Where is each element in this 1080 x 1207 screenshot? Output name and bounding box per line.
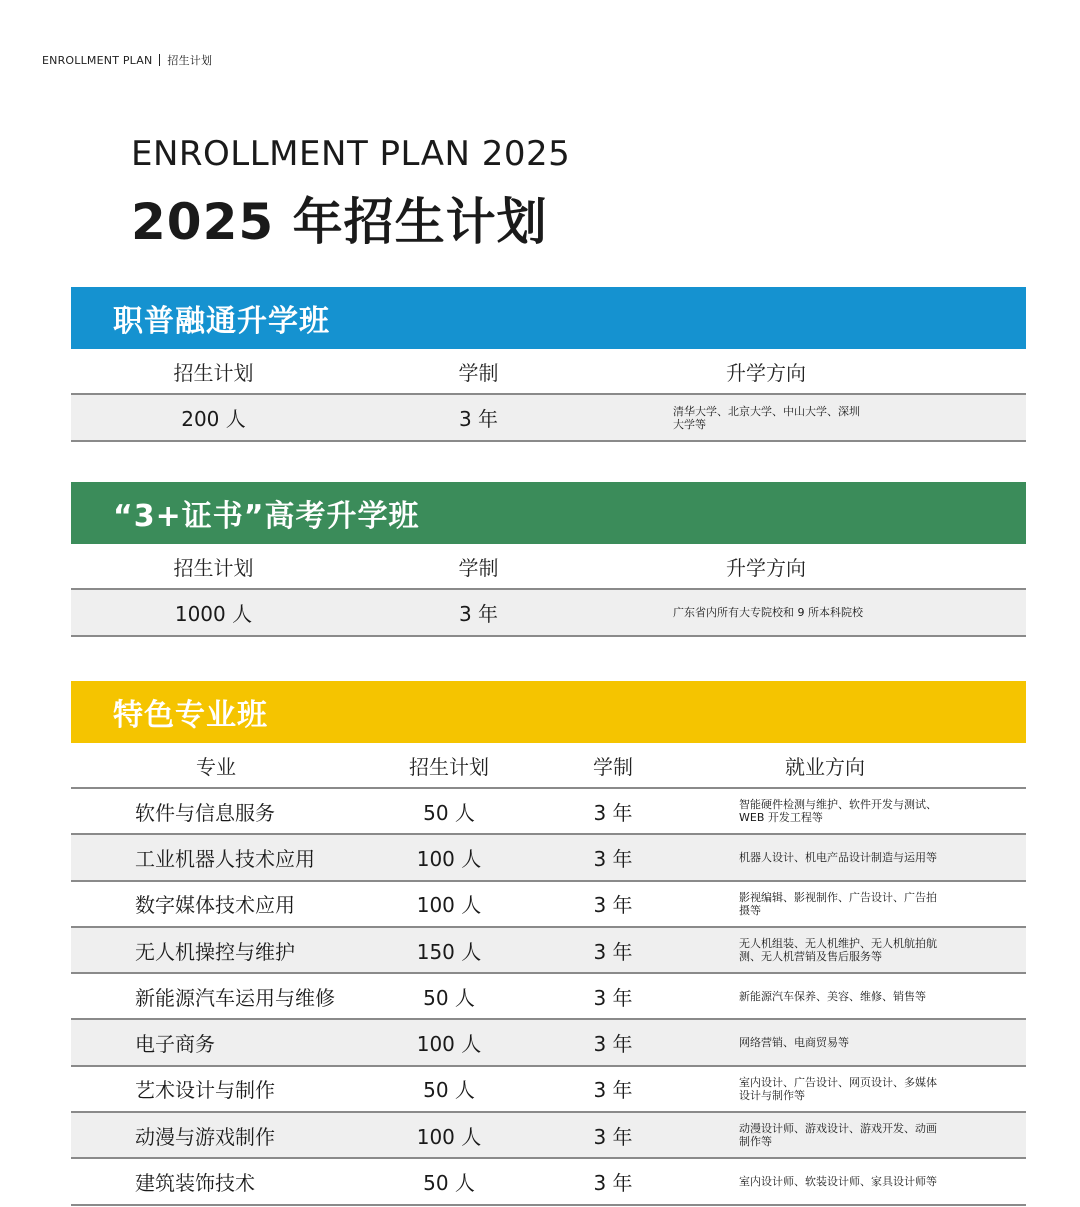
table-header <box>71 349 1026 395</box>
cell-major: 数字媒体技术应用 <box>135 893 295 918</box>
header-plan: 招生计划 <box>173 360 254 385</box>
cell-plan: 50 人 <box>423 1078 475 1103</box>
table-row <box>71 1159 1026 1205</box>
cell-major: 软件与信息服务 <box>135 800 275 825</box>
table-row <box>71 974 1026 1020</box>
title-english: ENROLLMENT PLAN 2025 <box>131 134 571 174</box>
top-header <box>42 52 212 68</box>
section-banner: 特色专业班 <box>71 681 1026 743</box>
majors-table-body <box>71 789 1026 1206</box>
cell-years: 3 年 <box>593 1078 633 1103</box>
cell-job: 室内设计、广告设计、网页设计、多媒体设计与制作等 <box>739 1075 937 1102</box>
cell-major: 无人机操控与维护 <box>135 939 295 964</box>
cell-major: 艺术设计与制作 <box>135 1078 275 1103</box>
cell-years: 3 年 <box>593 846 633 871</box>
cell-job: 机器人设计、机电产品设计制造与运用等 <box>739 850 937 864</box>
cell-plan: 150 人 <box>416 939 482 964</box>
section-label: 招生计划 <box>167 54 213 67</box>
table-row <box>71 789 1026 835</box>
header-years: 学制 <box>458 360 499 385</box>
brand-label: ENROLLMENT PLAN <box>42 53 153 67</box>
cell-plan: 100 人 <box>416 893 482 918</box>
cell-plan: 100 人 <box>416 1032 482 1057</box>
header-major: 专业 <box>196 754 236 779</box>
cell-major: 建筑装饰技术 <box>135 1171 255 1196</box>
cell-years: 3 年 <box>593 985 633 1010</box>
section-banner: 职普融通升学班 <box>71 287 1026 349</box>
table-row <box>71 1067 1026 1113</box>
cell-major: 新能源汽车运用与维修 <box>135 985 335 1010</box>
cell-plan: 100 人 <box>416 846 482 871</box>
cell-major: 电子商务 <box>135 1032 215 1057</box>
cell-job: 室内设计师、软装设计师、家具设计师等 <box>739 1175 937 1189</box>
cell-plan: 100 人 <box>416 1124 482 1149</box>
cell-job: 无人机组装、无人机维护、无人机航拍航测、无人机营销及售后服务等 <box>739 937 937 964</box>
cell-direction: 清华大学、北京大学、中山大学、深圳大学等 <box>673 404 860 431</box>
section-vocational <box>71 287 1026 442</box>
cell-years: 3 年 <box>458 602 499 626</box>
table-row <box>71 395 1026 442</box>
header-plan: 招生计划 <box>173 555 254 580</box>
table-row <box>71 928 1026 974</box>
cell-job: 影视编辑、影视制作、广告设计、广告拍摄等 <box>739 890 937 917</box>
cell-direction: 广东省内所有大专院校和 9 所本科院校 <box>673 606 863 619</box>
title-chinese: 2025 年招生计划 <box>131 193 548 251</box>
header-direction: 升学方向 <box>726 555 806 580</box>
cell-plan: 50 人 <box>423 985 475 1010</box>
cell-plan: 1000 人 <box>174 602 253 626</box>
cell-major: 工业机器人技术应用 <box>135 846 315 871</box>
divider <box>159 54 160 66</box>
section-gaokao <box>71 482 1026 637</box>
cell-plan: 50 人 <box>423 800 475 825</box>
header-plan: 招生计划 <box>409 754 489 779</box>
header-direction: 升学方向 <box>726 360 806 385</box>
table-header <box>71 743 1026 789</box>
table-row <box>71 590 1026 637</box>
table-row <box>71 1020 1026 1066</box>
cell-years: 3 年 <box>458 407 499 431</box>
header-years: 学制 <box>458 555 499 580</box>
cell-job: 网络营销、电商贸易等 <box>739 1036 849 1050</box>
table-row <box>71 835 1026 881</box>
cell-major: 动漫与游戏制作 <box>135 1124 275 1149</box>
table-row <box>71 1113 1026 1159</box>
header-job: 就业方向 <box>785 754 865 779</box>
cell-plan: 200 人 <box>181 407 246 431</box>
header-years: 学制 <box>593 754 633 779</box>
cell-years: 3 年 <box>593 800 633 825</box>
cell-years: 3 年 <box>593 1124 633 1149</box>
cell-years: 3 年 <box>593 1171 633 1196</box>
cell-years: 3 年 <box>593 1032 633 1057</box>
cell-years: 3 年 <box>593 939 633 964</box>
section-special-majors <box>71 681 1026 1206</box>
cell-job: 动漫设计师、游戏设计、游戏开发、动画制作等 <box>739 1122 937 1149</box>
table-header <box>71 544 1026 590</box>
cell-plan: 50 人 <box>423 1171 475 1196</box>
section-banner: “3+证书”高考升学班 <box>71 482 1026 544</box>
table-row <box>71 882 1026 928</box>
cell-job: 新能源汽车保养、美容、维修、销售等 <box>739 989 926 1003</box>
cell-years: 3 年 <box>593 893 633 918</box>
cell-job: 智能硬件检测与维护、软件开发与测试、WEB 开发工程等 <box>739 798 937 825</box>
